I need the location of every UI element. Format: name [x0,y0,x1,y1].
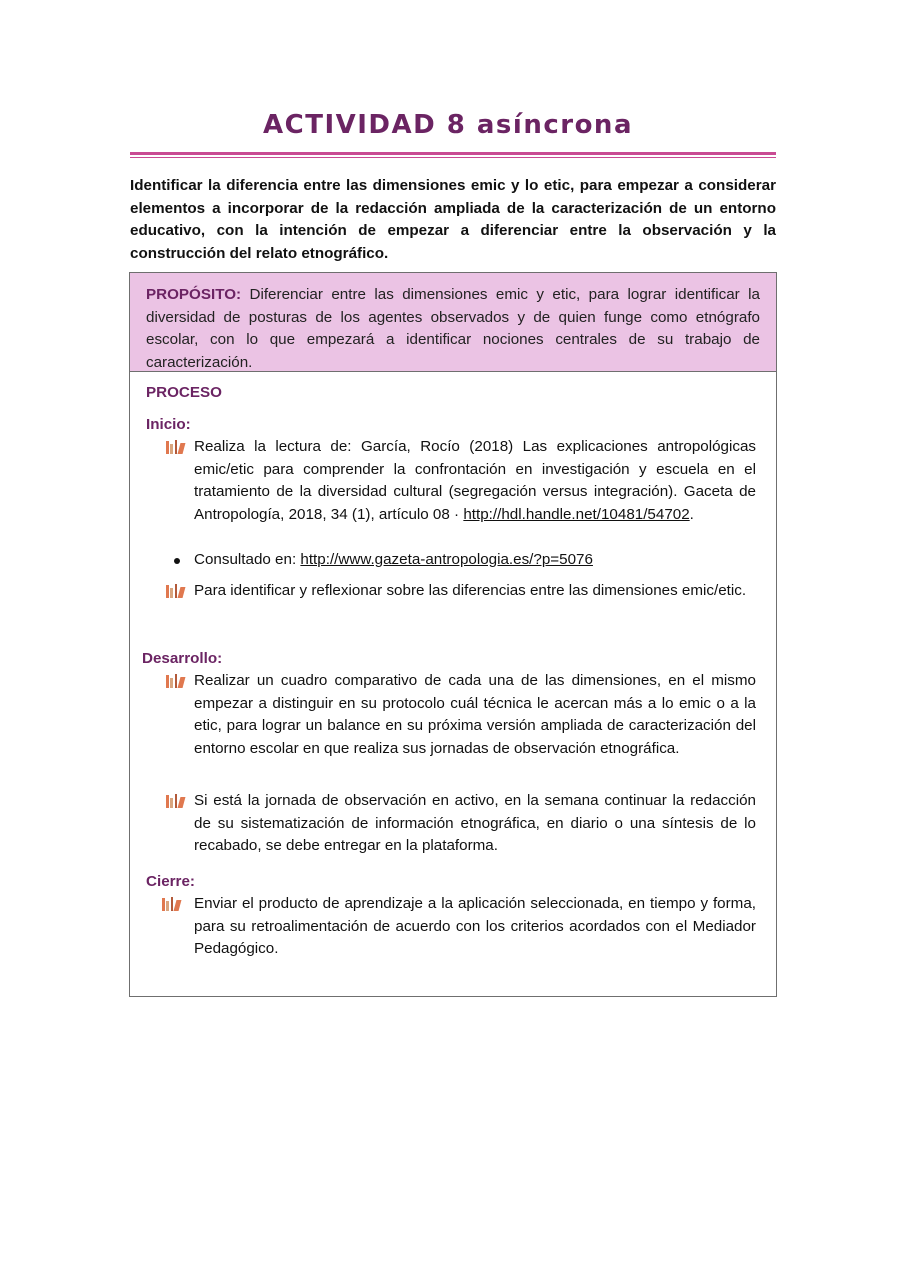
purpose-text: Diferenciar entre las dimensiones emic y etic, para lograr identificar la diversidad de posturas de los agentes observados y de quien funge como etnógrafo escolar, con lo que empezará a identificar nociones centrales de su trabajo de caracterización. [146,286,760,371]
page-title: ACTIVIDAD 8 asíncrona [263,110,633,140]
desarrollo-heading: Desarrollo: [142,650,223,667]
books-bullet-icon [166,674,186,688]
title-divider-thin [130,157,776,158]
hdl-link[interactable]: http://hdl.handle.net/10481/54702 [463,505,690,523]
cierre-item-submit: Enviar el producto de aprendizaje a la aplicación seleccionada, en tiempo y forma, para su retroalimentación de acuerdo con los criterios acordados con el Mediador Pedagógico. [194,895,756,957]
inicio-item-reading [194,436,756,526]
activity-box [129,272,777,997]
reading-text: Realiza la lectura de: García, Rocío (2018) Las explicaciones antropológicas emic/etic para comprender la confrontación en investigación y escuela en el tratamiento de la diversidad cultural (segregación versus integración). Gaceta de Antropología, 2018, 34 (1), artículo 08 · [194,438,756,523]
cierre-heading: Cierre: [146,873,195,890]
bullet-dot-icon [174,558,180,564]
consulted-text: Consultado en: [194,551,301,568]
purpose-panel [130,273,776,372]
inicio-item-reflect: Para identificar y reflexionar sobre las diferencias entre las dimensiones emic/etic. [194,582,747,599]
books-bullet-icon [162,897,182,911]
title-divider [130,152,776,155]
books-bullet-icon [166,440,186,454]
inicio-item-consulted [194,549,756,572]
gazeta-link[interactable]: http://www.gazeta-antropologia.es/?p=5076 [300,551,593,568]
books-bullet-icon [166,794,186,808]
reading-end: . [689,505,694,523]
books-bullet-icon [166,584,186,598]
intro-paragraph: Identificar la diferencia entre las dimensiones emic y lo etic, para empezar a considerar elementos a incorporar de la redacción ampliada de la caracterización de un entorno educativo, con la intención de empezar a diferenciar entre la observación y la construcción del relato etnográfico. [130,177,776,262]
desarrollo-item-journal: Si está la jornada de observación en activo, en la semana continuar la redacción de su sistematización de información etnográfica, en diario o una síntesis de lo recabado, se debe entregar en la plataforma. [194,792,756,854]
purpose-label: PROPÓSITO: [146,286,242,303]
inicio-heading: Inicio: [146,416,191,433]
process-heading: PROCESO [146,384,222,401]
desarrollo-item-table: Realizar un cuadro comparativo de cada una de las dimensiones, en el mismo empezar a distinguir en su protocolo cuál técnica le acercan más a lo emic o a la etic, para lograr un balance en su próxima versión ampliada de caracterización del entorno escolar en que realiza sus jornadas de observación etnográfica. [194,672,756,757]
